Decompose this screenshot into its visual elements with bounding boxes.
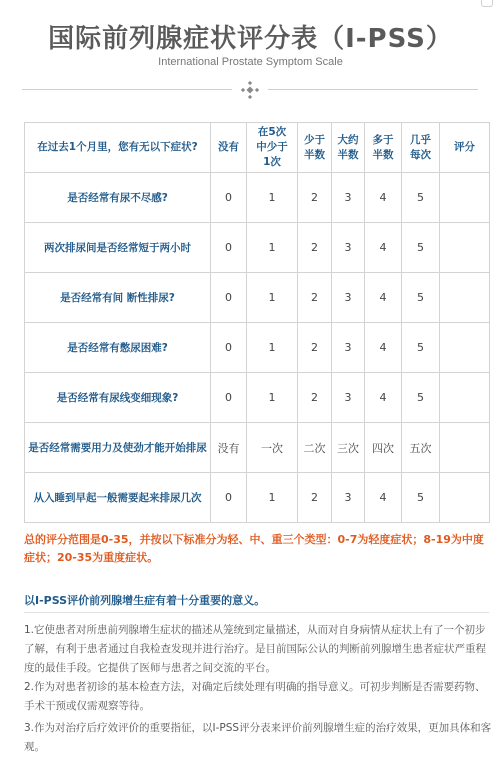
table-row <box>25 273 490 323</box>
section-divider <box>24 612 489 613</box>
score-cell: 五次 <box>402 423 440 473</box>
rating-cell <box>440 473 490 523</box>
rating-cell <box>440 323 490 373</box>
title-divider <box>0 80 501 100</box>
question-cell: 从入睡到早起一般需要起来排尿几次 <box>25 473 211 523</box>
score-cell: 二次 <box>298 423 332 473</box>
rating-cell <box>440 423 490 473</box>
score-cell: 3 <box>332 273 365 323</box>
header <box>0 0 501 105</box>
score-cell: 2 <box>298 173 332 223</box>
score-cell: 5 <box>402 223 440 273</box>
score-cell: 2 <box>298 373 332 423</box>
table-row <box>25 423 490 473</box>
column-header: 几乎每次 <box>402 123 440 173</box>
score-cell: 4 <box>365 323 402 373</box>
table-row <box>25 173 490 223</box>
score-cell: 3 <box>332 173 365 223</box>
question-cell: 两次排尿间是否经常短于两小时 <box>25 223 211 273</box>
score-cell: 5 <box>402 473 440 523</box>
score-cell: 3 <box>332 223 365 273</box>
score-cell: 四次 <box>365 423 402 473</box>
table-header-row <box>25 123 490 173</box>
score-cell: 1 <box>247 473 298 523</box>
score-cell: 3 <box>332 373 365 423</box>
page-title: 国际前列腺症状评分表（I-PSS） <box>48 24 453 54</box>
score-cell: 4 <box>365 223 402 273</box>
score-cell: 2 <box>298 273 332 323</box>
table-row <box>25 473 490 523</box>
score-cell: 5 <box>402 173 440 223</box>
score-cell: 5 <box>402 323 440 373</box>
column-header: 没有 <box>211 123 247 173</box>
column-header: 评分 <box>440 123 490 173</box>
score-cell: 三次 <box>332 423 365 473</box>
question-cell: 是否经常有间 断性排尿? <box>25 273 211 323</box>
score-cell: 没有 <box>211 423 247 473</box>
rating-cell <box>440 273 490 323</box>
column-header: 在5次中少于1次 <box>247 123 298 173</box>
score-cell: 3 <box>332 323 365 373</box>
score-cell: 1 <box>247 223 298 273</box>
score-cell: 2 <box>298 223 332 273</box>
score-cell: 4 <box>365 273 402 323</box>
score-cell: 2 <box>298 473 332 523</box>
score-cell: 4 <box>365 173 402 223</box>
column-header: 少于半数 <box>298 123 332 173</box>
page-subtitle: International Prostate Symptom Scale <box>158 56 343 68</box>
score-range-note: 总的评分范围是0-35，并按以下标准分为轻、中、重三个类型：0-7为轻度症状；8-19为中度症状；20-35为重度症状。 <box>24 533 484 564</box>
score-cell: 0 <box>211 373 247 423</box>
score-cell: 2 <box>298 323 332 373</box>
column-header: 在过去1个月里，您有无以下症状? <box>25 123 211 173</box>
score-cell: 1 <box>247 273 298 323</box>
column-header: 多于半数 <box>365 123 402 173</box>
paragraph: 2.作为对患者初诊的基本检查方法，对确定后续处理有明确的指导意义。可初步判断是否需要药物、手术干预或仅需观察等待。 <box>24 681 486 712</box>
score-cell: 4 <box>365 373 402 423</box>
score-cell: 4 <box>365 473 402 523</box>
significance-heading: 以I-PSS评价前列腺增生症有着十分重要的意义。 <box>24 594 266 607</box>
corner-tab-icon <box>481 0 493 7</box>
score-cell: 0 <box>211 223 247 273</box>
paragraph: 1.它使患者对所患前列腺增生症状的描述从笼统到定量描述，从而对自身病情从症状上有了一个初步了解，有利于患者通过自我检查发现并进行治疗。是目前国际公认的判断前列腺增生患者症状严重程度的最佳手段。它提供了医师与患者之间交流的平台。 <box>24 624 486 674</box>
score-cell: 1 <box>247 373 298 423</box>
question-cell: 是否经常需要用力及使劲才能开始排尿 <box>25 423 211 473</box>
rating-cell <box>440 173 490 223</box>
divider-line-right <box>268 89 478 90</box>
table-row <box>25 223 490 273</box>
ipss-table <box>24 122 490 523</box>
rating-cell <box>440 223 490 273</box>
question-cell: 是否经常有尿不尽感? <box>25 173 211 223</box>
score-cell: 5 <box>402 273 440 323</box>
score-cell: 0 <box>211 173 247 223</box>
score-cell: 0 <box>211 273 247 323</box>
score-cell: 0 <box>211 323 247 373</box>
question-cell: 是否经常有尿线变细现象? <box>25 373 211 423</box>
score-cell: 3 <box>332 473 365 523</box>
score-cell: 一次 <box>247 423 298 473</box>
column-header: 大约半数 <box>332 123 365 173</box>
table-row <box>25 373 490 423</box>
question-cell: 是否经常有憋尿困难? <box>25 323 211 373</box>
paragraph: 3.作为对治疗后疗效评价的重要指征，以I-PSS评分表来评价前列腺增生症的治疗效果，更加具体和客观。 <box>24 722 492 753</box>
table-row <box>25 323 490 373</box>
rating-cell <box>440 373 490 423</box>
score-cell: 5 <box>402 373 440 423</box>
ornament-icon <box>241 81 259 99</box>
score-cell: 1 <box>247 323 298 373</box>
divider-line-left <box>22 89 232 90</box>
score-cell: 1 <box>247 173 298 223</box>
score-cell: 0 <box>211 473 247 523</box>
